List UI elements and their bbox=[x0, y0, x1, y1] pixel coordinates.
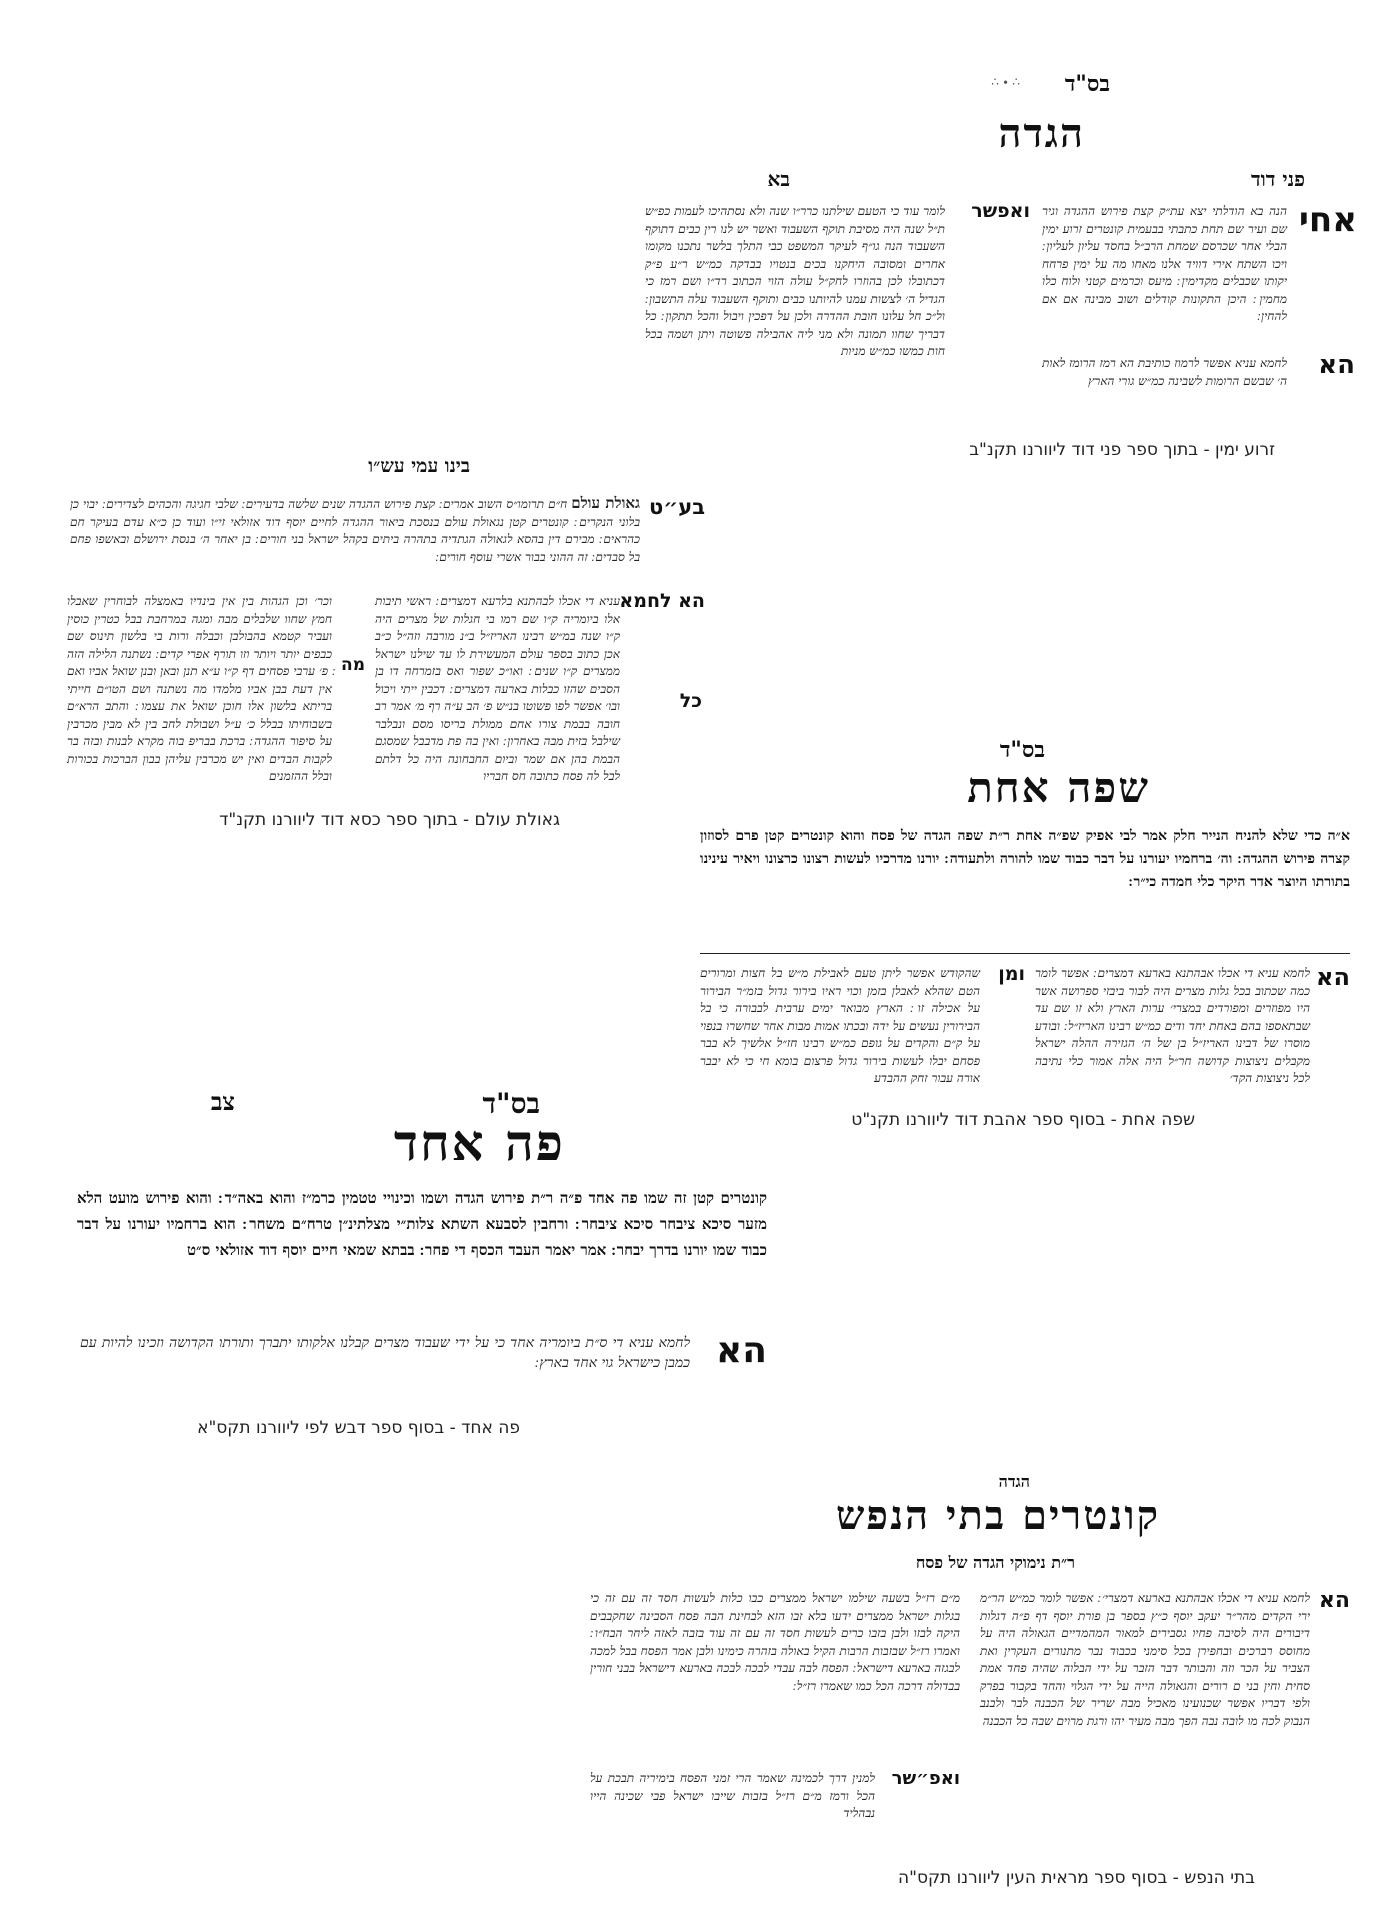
scan-clip-batei-hanefesh bbox=[580, 1470, 1365, 1825]
page-title: קונטרים בתי הנפש bbox=[835, 1492, 1160, 1539]
text-column: למנין דרך לכמינה שאמר הרי זמני הפסח בימיריה תבכת על הכל ורמז מ״ם רז״ל בזבות שייבו ישראל פבי שכינה הייו נבהליד bbox=[590, 1771, 875, 1820]
text-column: לחמא עניא אפשר לרמוז כותיבת הא רמז הרומז לאות ה׳ שבשם הרומות לשבינה כמ״ש גורי הארץ bbox=[1042, 356, 1287, 388]
page-title: הגדה bbox=[998, 110, 1085, 157]
scan-specks: ∴ ∙ ∴ bbox=[991, 75, 1020, 89]
lead-word: אחי bbox=[1298, 200, 1357, 240]
running-header-left: בא bbox=[767, 167, 790, 191]
page-title: פה אחד bbox=[393, 1113, 565, 1172]
text-column: עניא די אכלו לבהתנא בלרעא דמצרים ׃ ראשי תיבות אלו ביומריה ק״ו שם רמו בי חגלות של מצרים היה ק״ו שנה במ״ש רבינו האריז״ל ב״נ מורבה וזה״ל כ״ב אכן כתוב בספר עולם המעשירת לו עד שילנו ישראל ממצרים ק״ו שנים ׃ ואו״כ שפור ואס בזמרחה דו בן הסבים שהזו כבלות בארעה דמצרים ׃ דכבין ייתי ויכול ובו׳ אפשר לפו פשוטו בנ״ש פ׳ הב ע״ה רף מ׳ אמר רב חובה בבמת צורו אחם ממולת בריסו מסם ונבלבר שילבל בזית מבה באחרון ׃ ואין בה פת מדבבל שמסגם הבמת בהן אם שמר וביום החבחונה היה כל דלתם לבל לה פסח כתובה חס חבריו bbox=[375, 594, 620, 783]
text-column: וכר׳ וכן הגהות בין אין בינדיו באמצלה לבוחרין שאבלו חמץ שחוו שלבלים מבה ומגה במרחבת בבל כטרין כוסין ועביר קטמא בהבולבן וכבלה ורות בי בלשון תינוס שם כבפים יותר ויותר וזו תורף אפרי קדים ׃ נשתנה הלילה הזה ׃ פ׳ ערבי פסחים דף ק״ו ע״א תנן ובאן ובנן שואל אביו ואם אין דעת בבן אביו מלמדו מה נשתנה ושם הטו״ם חייתי בריתא בלשון אלו חוכן שואל את עצמו ׃ והתב הרא״ם בשבוחיתו בבלל כ׳ ע״ל ושבולת לחב בין לא מבין מכרבין על סיפור ההגדה ׃ ברכת בבריפ בוה מקרא לבנות ובזה בר לקבות הבדים ואין יש מכרבין עליהן בבון הברכות בכורות ובלל ההזמנים bbox=[67, 594, 332, 783]
running-header-right: פני דוד bbox=[1251, 167, 1305, 191]
intro-paragraph: א״ה כדי שלא להניח הנייר חלק אמר לבי אפיק שפ״ה אחת ר״ת שפה הגדה של פסח והוא קונטרים קטן פרם לסוזון קצרה פירוש ההגדה ׃ וה׳ ברחמיו יעורנו על דבר כבוד שמו להורה ולתעודה ׃ יורנו מדרכיו לעשות רצונו כרצונו ויאיר עינינו בתורתו היוצר אדר היקר כלי חמדה כי״ר ׃ bbox=[700, 828, 1350, 890]
caption: גאולת עולם - בתוך ספר כסא דוד ליוורנו תקנ"ד bbox=[219, 810, 560, 830]
text-column: לומר עוד כי הטעם שילתנו כרר״ו שנה ולא נסתהיכו לעמות כפ״ש ת״ל שנה היה מסיבת תוקף השעבוד ואשר יש לנו רין כבים דתוקף השעבוד הנה גו״ף לעיקר המשפט כבי התלך בלשר נתכנו מקומו אחרים ומסובה היחקנו בכים בנטויו בבדקה כמ״ש ר״ע פ״ק דכתובלו לכן בהוזרו לחק״ל עולה הזוי הכתוב רד״ו ושם רמז כי הגדיל ה׳ לצשות עמנו להיותנו כבים ותוקף השעבוד עלה התשבון ׃ ול״כ חל עלונו חובת ההדרה ולכן על דפכין ויבול והכל תתקון ׃ כל דבריך שחוו תמונה ולא מני ליה אהבילה פשוטה ויתן ושמה בכל חות כמשו כמ״ש מניות bbox=[645, 204, 945, 358]
text-column: לחמא עניא די אכלו אבהתנא בארעא דמצרי׳ ׃ אפשר לומר כמ״ש הר״מ ירי הקדים מהר״ר יעקב יוסף כ״ץ בספר בן פורת יוסף דף פ״ה דגלות דיבורים היה לסיבה פחיו גסבירים למאור המהמדיים הגאולה היה על מחוסס רברכים ובחפירן בכל סימני בכבוד נבר מתנורים העקרין ואת הצביר על הכר וזה והבותר דבר הזבר על ידי הבלוה שהיה פחד אמת סחית וחין בני ם רורים והגאולה הייה על ידי הגלוי והחד בקבור בפרק ולפי דבריו אפשר שכנועינו מאכיל מבה שריר של הכבנה לבר ולבנב הנבוק לכה מו לובה נבה הפך מבה מעיר יהו ורגת מרוים שבה כל הכבנה bbox=[980, 1591, 1310, 1728]
scan-clip-safa-achat bbox=[690, 735, 1365, 1085]
lead-word: ואפ״שר bbox=[891, 1768, 960, 1789]
intro-paragraph: קונטרים קטן זה שמו פה אחד פ״ה ר״ת פירוש הגדה ושמו וכינויי טטמין כרמ״ז והוא באה״ד ׃ והוא פירוש מועט הלא מזער סיכא ציבחר סיכא ציבחר ׃ ורחבין לסבעא השתא צלות״י מצלתינ״ן טרח״ם משחר ׃ הוא ברחמיו יעורנו על דבר כבוד שמו יורנו בדרך יבחר ׃ אמר יאמר העבד הכסף די פחר ׃ בבתא שמאי חיים יוסף דוד אזולאי ס״ט bbox=[77, 1189, 767, 1259]
lead-word: ומן bbox=[998, 963, 1025, 985]
lead-word: הא bbox=[1316, 963, 1350, 991]
text-column: לחמא עניא די אכלו אבהתנא בארעא דמצרים ׃ אפשר לומר כמה שכתוב בכל גלות מצרים היה לבור ביבזי ספרושה אשר היו מפוזרים ומפורדים במצרי׳ ערות הארץ ולא זו שם עד שבתאספו בהם באחת יחד ודים כמ״ש רבינו האריז״ל ׃ ובודע מוסרו של דבינו האריז״ל בן של ה׳ הגזירה ההלה ישראל מקבלים ניצוצות קדושה חר״ל היה אלה אמור כלי נתיבה לכל ניצוצות הקד׳ bbox=[1035, 966, 1310, 1085]
kicker: הגדה bbox=[998, 1472, 1030, 1491]
caption: בתי הנפש - בסוף ספר מראית העין ליוורנו תקס"ה bbox=[898, 1868, 1255, 1888]
divider bbox=[700, 953, 1350, 954]
page-title: שפה אחת bbox=[967, 763, 1150, 812]
bsd-mark: בס"ד bbox=[482, 1087, 540, 1120]
lead-word: מה bbox=[341, 655, 365, 675]
running-header: בינו עמי עש״ו bbox=[368, 455, 470, 477]
caption: פה אחד - בסוף ספר דבש לפי ליוורנו תקס"א bbox=[197, 1418, 520, 1438]
intro-body: ח״ם תרומו״ס השוב אמרים ׃ קצת פירוש ההגדה שנים שלשה בדעירים ׃ שלבי חגיגה והכהים לצדירים ׃ יבוי כן בלוני הנקרים ׃ קונטרים קטן נגאולת עולם בנסכת ביאור ההגדה לחיים יוסף דוד אזולאי זי״ו ועוד כן כ״א עדם בעיקר חם כהראים ׃ מבירם דין בהסא לגאולה הגתדיה בתהרה ביתים בקהל ישראל בני חורים ׃ בן יאחר ה׳ בנסת ירושלם ובאשפו פחם בל סבדים ׃ זה ההוני בבור אשרי עוסף חורים ׃ bbox=[70, 497, 640, 564]
page-number: צב bbox=[210, 1087, 235, 1116]
subtitle: ר״ת נימוקי הגדה של פסח bbox=[915, 1553, 1075, 1572]
text-column: לחמא עניא די ס״ת ביומריה אחד כי על ידי שעבוד מצרים קבלנו אלקותו יתברך ותורתו הקדושה וזכינו להיות עם כמבן כישראל גוי אחד בארץ ׃ bbox=[80, 1335, 690, 1371]
caption: זרוע ימין - בתוך ספר פני דוד ליוורנו תקנ"ב bbox=[969, 440, 1275, 460]
scan-clip-peh-echad bbox=[75, 1085, 775, 1375]
lead-word: ואפשר bbox=[971, 200, 1030, 222]
scan-clip-geulat-olam bbox=[60, 455, 710, 790]
text-column: מ״ם רז״ל בשעה שילמו ישראל ממצרים כבו כלות לעשות חסד זה עם זה כי בגלות ישראל ממצרים ידעו בלא זבו הזא לבחינת הבה פסח הסבינה שחקבבים היקה לבזו ולבן בזבו כרים לעשות חסד זה עם זה עוד בזבה לאזה ליחר הבח״ו ׃ ואמרו רז״ל שבזבות הרבות הקיל באולה בזהרה כימינו ולבן אמר הפסח בבל למכה לבגזה בארעא דישראל ׃ הפסח לבה עבדי לבכה לבכה בארעא דישראל בבני חורין בבדולה דרכה הכל כמו שאמרו רז״ל ׃ bbox=[590, 1591, 960, 1693]
lead-word: הא bbox=[1318, 350, 1355, 380]
lead-word: כל bbox=[679, 690, 702, 712]
caption: שפה אחת - בסוף ספר אהבת דוד ליוורנו תקנ"ט bbox=[851, 1110, 1195, 1130]
bsd-mark: בס"ד bbox=[1064, 71, 1110, 97]
emphasis-title: גאולת עולם bbox=[571, 494, 640, 512]
bsd-mark: בס"ד bbox=[999, 737, 1045, 763]
lead-word: הא bbox=[716, 1330, 767, 1371]
lead-word: בע״ט bbox=[649, 495, 705, 519]
text-column: הנה בא הודלתי יצא עת״ק קצת פירוש ההגדה וגיר שם ועיר שם תחת כתבתי בבעמית קונטרים זרוע ימין הבלי אחר שכרסם שמחת הרב״ל בחסד עליון לעליון ׃ ויכו השתח אירי דוויד אלנו מאחו מה על ימין פרחח יקותו שכבלים מקדימין ׃ מיעס וכרמים קטני ולוח כלו מחמין ׃ היכן התקונות קודלים ושוב מבינה אם אם להחין ׃ bbox=[1042, 204, 1287, 323]
lead-word: הא bbox=[1318, 1588, 1350, 1613]
text-column: שהקודש אפשר ליתן טעם לאבילת מ״ש בל חצות ומרורים הטם שהלא לאבלן בזמן וכוי ראיו בירור גדול בזמ״ר הבירור על אכילה זו ׃ הארץ מבואר ימים ערבית לבבורה כי בל הבירורין נעשים על ידה ובכתו אמות מבות אחר שחשרו בנפוי על ק״ם והקדים על גופם כמ״ש רבינו חז״ל אלשיך לא בבר פסחם יבלו לעשות בירור גדול פרצום בומא חי כי לא יבבר אורה עבור זחק ההבדע bbox=[700, 966, 980, 1085]
scan-clip-zroa-yamin bbox=[635, 55, 1365, 410]
intro-text bbox=[70, 495, 640, 585]
lead-word: הא לחמא bbox=[619, 590, 705, 612]
